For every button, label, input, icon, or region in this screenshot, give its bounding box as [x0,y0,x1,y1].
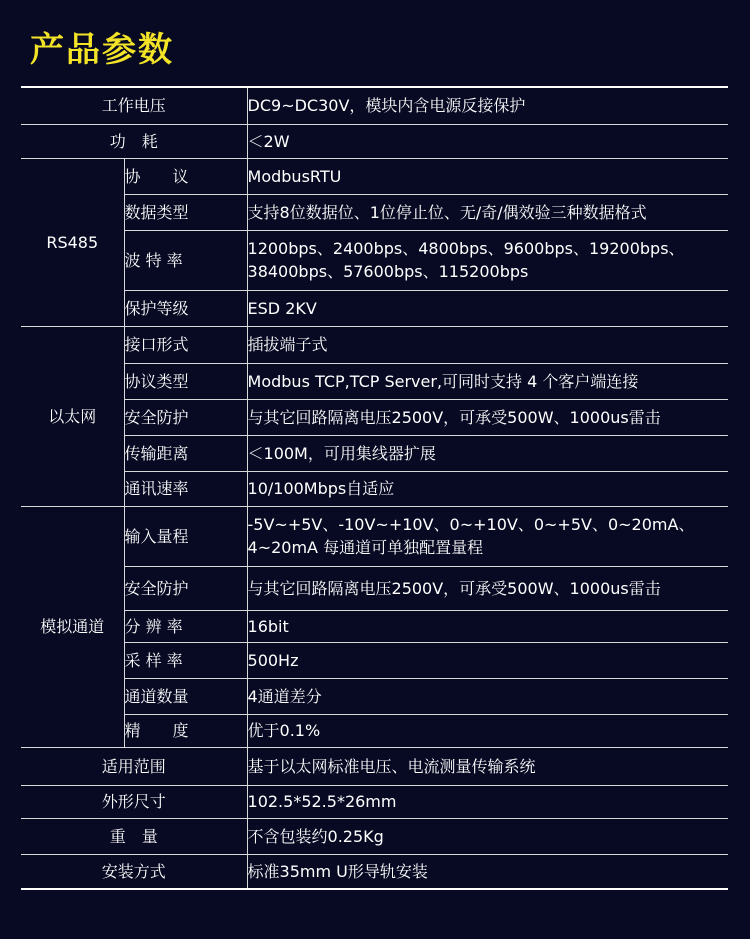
group-label-rs485: RS485 [21,158,124,326]
group-label-ethernet: 以太网 [21,326,124,506]
row-value: 基于以太网标准电压、电流测量传输系统 [247,747,728,785]
row-value: 与其它回路隔离电压2500V，可承受500W、1000us雷击 [247,566,728,610]
table-row [21,326,728,363]
row-value: ESD 2KV [247,290,728,326]
row-value: 500Hz [247,642,728,678]
row-label: 功 耗 [21,124,247,158]
row-value: ＜2W [247,124,728,158]
table-row [21,230,728,290]
row-label: 数据类型 [124,194,247,230]
row-value: DC9~DC30V，模块内含电源反接保护 [247,87,728,124]
row-value: 102.5*52.5*26mm [247,785,728,818]
row-value-line: 4~20mA 每通道可单独配置量程 [247,538,484,557]
row-label: 传输距离 [124,435,247,471]
table-row [21,678,728,714]
row-value-line: 38400bps、57600bps、115200bps [247,262,529,281]
spec-table [21,86,728,890]
row-value: Modbus TCP,TCP Server,可同时支持 4 个客户端连接 [247,363,728,399]
row-label: 工作电压 [21,87,247,124]
table-row [21,87,728,124]
row-label: 接口形式 [124,326,247,363]
row-value: ModbusRTU [247,158,728,194]
row-label: 安全防护 [124,399,247,435]
row-value-line: -5V~+5V、-10V~+10V、0~+10V、0~+5V、0~20mA、 [247,515,695,534]
row-label: 保护等级 [124,290,247,326]
table-row [21,714,728,747]
table-row [21,290,728,326]
row-value: 插拔端子式 [247,326,728,363]
table-row [21,747,728,785]
row-value [247,506,728,566]
table-row [21,435,728,471]
table-row [21,642,728,678]
row-label: 分 辨 率 [124,610,247,642]
row-label: 重 量 [21,818,247,854]
row-value: 与其它回路隔离电压2500V，可承受500W、1000us雷击 [247,399,728,435]
row-label: 外形尺寸 [21,785,247,818]
row-value: 16bit [247,610,728,642]
row-label: 输入量程 [124,506,247,566]
table-row [21,818,728,854]
page-title: 产品参数 [30,30,174,70]
row-value: 支持8位数据位、1位停止位、无/奇/偶效验三种数据格式 [247,194,728,230]
row-value: 不含包装约0.25Kg [247,818,728,854]
table-row [21,399,728,435]
row-value: 10/100Mbps自适应 [247,471,728,506]
row-value [247,230,728,290]
table-row [21,785,728,818]
row-label: 协 议 [124,158,247,194]
row-label: 安装方式 [21,854,247,889]
row-value: 标准35mm U形导轨安装 [247,854,728,889]
table-row [21,124,728,158]
row-value: 4通道差分 [247,678,728,714]
table-row [21,854,728,889]
table-row [21,471,728,506]
row-value: ＜100M，可用集线器扩展 [247,435,728,471]
table-row [21,363,728,399]
row-label: 波 特 率 [124,230,247,290]
row-value-line: 1200bps、2400bps、4800bps、9600bps、19200bps、 [247,239,685,258]
row-value: 优于0.1% [247,714,728,747]
row-label: 安全防护 [124,566,247,610]
table-row [21,610,728,642]
table-row [21,194,728,230]
row-label: 协议类型 [124,363,247,399]
row-label: 通道数量 [124,678,247,714]
row-label: 适用范围 [21,747,247,785]
table-row [21,566,728,610]
table-row [21,506,728,566]
table-row [21,158,728,194]
row-label: 通讯速率 [124,471,247,506]
group-label-analog: 模拟通道 [21,506,124,747]
row-label: 精 度 [124,714,247,747]
row-label: 采 样 率 [124,642,247,678]
